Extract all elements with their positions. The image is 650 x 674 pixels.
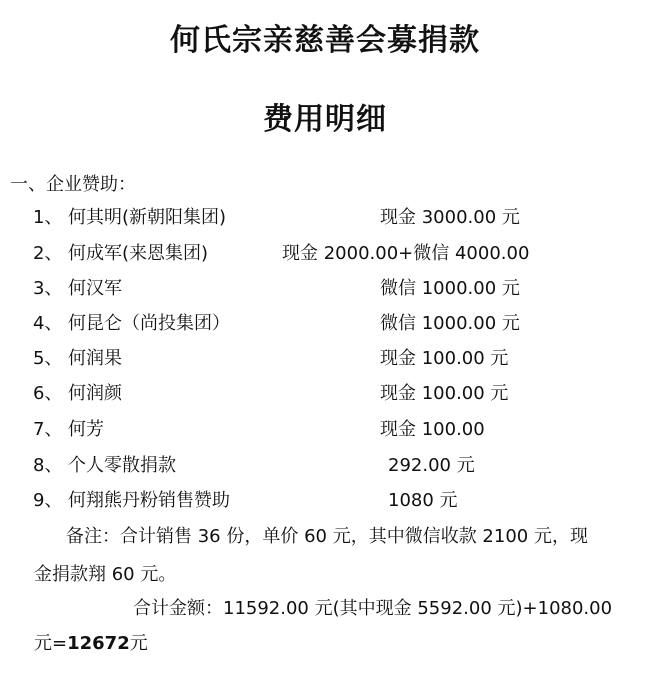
item-amount: 微信 1000.00 元	[380, 313, 520, 334]
item-amount: 现金 100.00	[380, 419, 485, 440]
total-line-2	[34, 629, 148, 655]
note-line-2: 金捐款翔 60 元。	[34, 564, 177, 585]
item-number: 9、	[33, 490, 63, 511]
item-name: 个人零散捐款	[68, 455, 176, 476]
item-name: 何昆仑（尚投集团）	[68, 313, 230, 334]
list-item	[0, 344, 650, 378]
list-item	[0, 451, 650, 485]
document-title: 何氏宗亲慈善会募捐款	[170, 23, 480, 58]
item-amount: 现金 100.00 元	[380, 383, 509, 404]
item-number: 4、	[33, 313, 63, 334]
item-amount: 微信 1000.00 元	[380, 278, 520, 299]
item-number: 3、	[33, 278, 63, 299]
item-name: 何成军(来恩集团)	[68, 243, 209, 264]
item-number: 8、	[33, 455, 63, 476]
item-amount: 现金 2000.00+微信 4000.00	[282, 243, 530, 264]
total-line-1: 合计金额：11592.00 元(其中现金 5592.00 元)+1080.00	[133, 598, 613, 619]
note-line-1: 备注：合计销售 36 份，单价 60 元，其中微信收款 2100 元，现	[66, 526, 588, 547]
total-suffix: 元	[129, 633, 148, 654]
item-number: 1、	[33, 207, 63, 228]
section-heading: 一、企业赞助：	[10, 174, 136, 195]
list-item	[0, 203, 650, 237]
list-item	[0, 239, 650, 273]
item-name: 何汉军	[68, 278, 122, 299]
item-number: 5、	[33, 348, 63, 369]
item-amount: 292.00 元	[388, 455, 475, 476]
item-number: 6、	[33, 383, 63, 404]
item-name: 何翔熊丹粉销售赞助	[68, 490, 230, 511]
list-item	[0, 309, 650, 343]
total-prefix: 元=	[34, 633, 68, 654]
list-item	[0, 486, 650, 520]
item-number: 2、	[33, 243, 63, 264]
item-number: 7、	[33, 419, 63, 440]
item-name: 何润果	[68, 348, 122, 369]
item-name: 何润颜	[68, 383, 122, 404]
document-subtitle: 费用明细	[263, 102, 387, 137]
list-item	[0, 415, 650, 449]
list-item	[0, 274, 650, 308]
item-amount: 1080 元	[388, 490, 458, 511]
item-name: 何其明(新朝阳集团)	[68, 207, 227, 228]
list-item	[0, 379, 650, 413]
item-name: 何芳	[68, 419, 104, 440]
item-amount: 现金 3000.00 元	[380, 207, 520, 228]
total-amount: 12672	[67, 633, 130, 654]
item-amount: 现金 100.00 元	[380, 348, 509, 369]
